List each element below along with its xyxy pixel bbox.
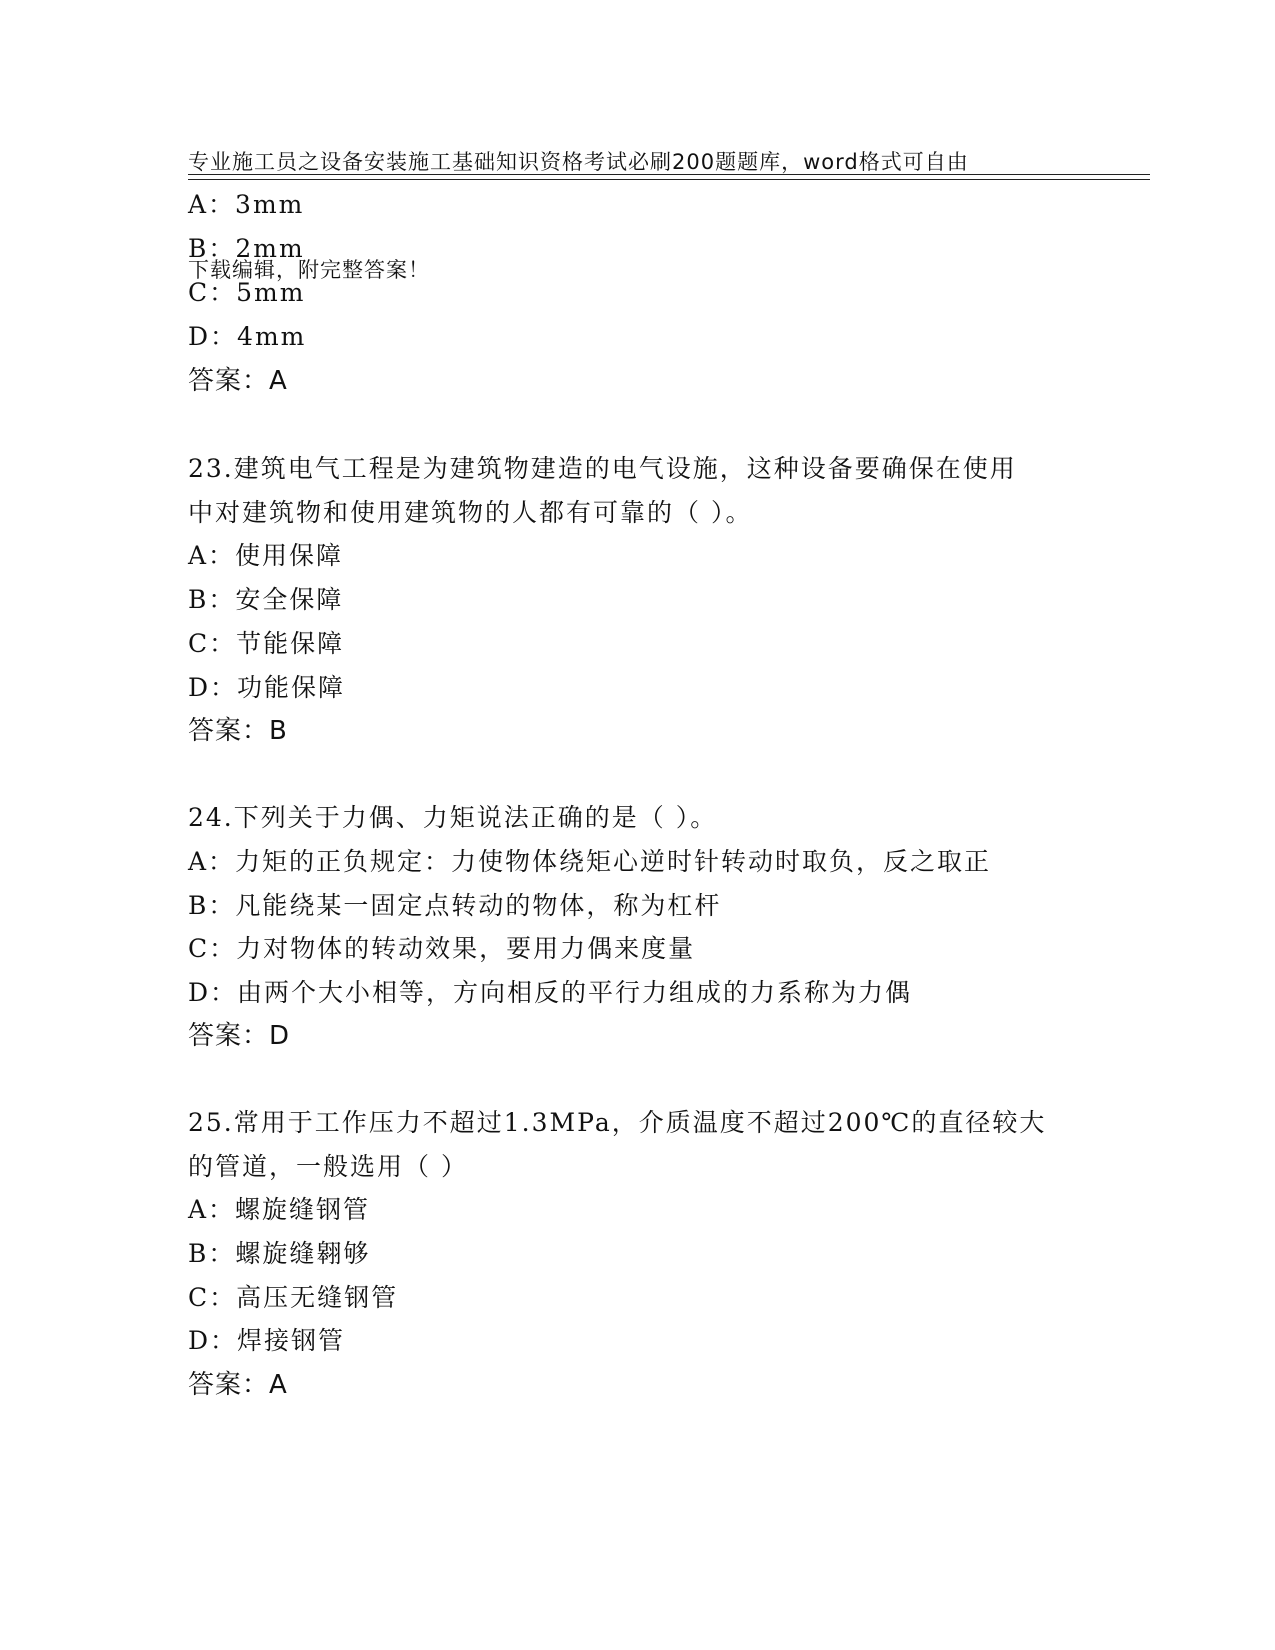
document-header [188, 72, 1068, 360]
q25-option-b: B：螺旋缝翱够 [188, 1239, 371, 1268]
q23-answer: 答案：B [188, 716, 288, 746]
q24-stem-line-1: 24.下列关于力偶、力矩说法正确的是（ ）。 [188, 803, 718, 832]
q23-option-c: C：节能保障 [188, 629, 345, 658]
header-rule-top [188, 174, 1150, 175]
header-rule-bottom [188, 179, 1150, 180]
q24-answer: 答案：D [188, 1021, 291, 1051]
q24-option-b: B：凡能绕某一固定点转动的物体，称为杠杆 [188, 891, 722, 920]
q23-option-d: D：功能保障 [188, 673, 346, 702]
q25-option-d: D：焊接钢管 [188, 1326, 346, 1355]
q24-option-d: D：由两个大小相等，方向相反的平行力组成的力系称为力偶 [188, 978, 913, 1007]
header-line-1: 专业施工员之设备安装施工基础知识资格考试必刷200题题库，word格式可自由 [188, 150, 969, 174]
q23-stem-line-1: 23.建筑电气工程是为建筑物建造的电气设施，这种设备要确保在使用 [188, 454, 1017, 483]
q25-stem-line-2: 的管道，一般选用（ ） [188, 1152, 468, 1181]
q25-option-a: A：螺旋缝钢管 [188, 1195, 371, 1224]
q25-stem-line-1: 25.常用于工作压力不超过1.3MPa，介质温度不超过200℃的直径较大 [188, 1108, 1047, 1137]
q25-option-c: C：高压无缝钢管 [188, 1283, 399, 1312]
q22-answer: 答案：A [188, 366, 288, 396]
q23-stem-line-2: 中对建筑物和使用建筑物的人都有可靠的（ ）。 [188, 498, 753, 527]
q23-option-a: A：使用保障 [188, 541, 344, 570]
q24-option-c: C：力对物体的转动效果，要用力偶来度量 [188, 934, 696, 963]
q24-option-a: A：力矩的正负规定：力使物体绕矩心逆时针转动时取负，反之取正 [188, 847, 992, 876]
q22-option-c: C：5mm [188, 278, 306, 307]
q23-option-b: B：安全保障 [188, 585, 344, 614]
q25-answer: 答案：A [188, 1370, 288, 1400]
q22-option-a: A：3mm [188, 190, 305, 219]
header-line-2: 下载编辑，附完整答案！ [188, 258, 430, 282]
q22-option-d: D：4mm [188, 322, 307, 351]
q22-option-b: B：2mm [188, 234, 305, 263]
